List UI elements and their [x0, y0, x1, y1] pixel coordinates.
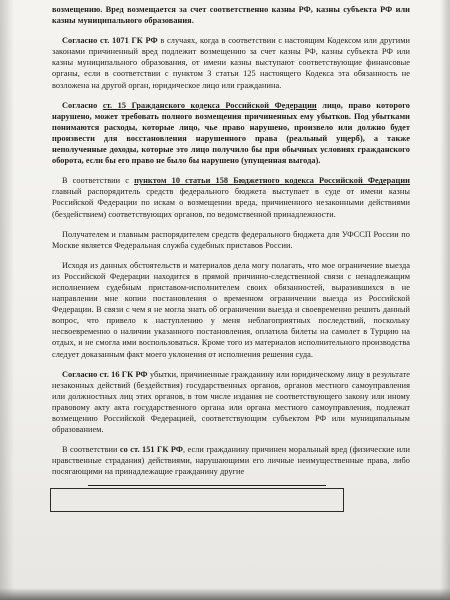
article-reference: со ст. 151 ГК РФ [119, 445, 184, 455]
page-bottom-edge [0, 588, 450, 600]
paragraph-text: главный распорядитель средств федерального бюджета выступает в суде от имени казны Российской Федерации по искам о возмещении вреда, причиненного незаконными действиями (бездействием) соответствующих органов, по ведомственной принадлежности. [52, 187, 410, 219]
paragraph-text: Исходя из данных обстоятельств и материалов дела могу полагать, что мое ограничение выезда из Российской Федерации находится в прямой причинно-следственной связи с ненадлежащим исполнением судебным приставом-исполнителем своих обязанностей, выразившихся в не направлении мне копии постановления о временном ограничении выезда из Российской Федерации. В связи с чем я не могла знать об ограничении выезда и своевременно решить данный вопрос, что привело к наступлению у меня неблагоприятных последствий, поскольку несвоевременно о наличии указанного постановления, оплатила билеты на самолет в Турцию на отдых, и не смогла ими воспользоваться. [52, 260, 410, 348]
paragraph-prefix: В соответствии [62, 445, 120, 455]
pen-box-mark [50, 488, 344, 512]
paragraph-circumstances [52, 260, 410, 360]
paragraph-budget-recipient [52, 229, 410, 251]
article-reference: Согласно ст. 16 ГК РФ [62, 369, 148, 379]
article-reference: Согласно ст. 1071 ГК РФ [62, 36, 158, 46]
paragraph-text: лицо, право которого нарушено, может требовать полного возмещения причиненных ему убытков. Под убытками понимаются расходы, которые лицо, чье право нарушено, произвело или должно будет произвести для восстановления нарушенного права (реальный ущерб), а также неполученные доходы, которые это лицо получило бы при обычных условиях гражданского оборота, если бы его право не было бы нарушено (упущенная выгода). [52, 100, 410, 166]
paragraph-text: убытки, причиненные гражданину или юридическому лицу в результате незаконных действий (бездействия) государственных органов, органов местного самоуправления или должностных лиц этих органов, в том числе издания не соответствующего закону или иному правовому акту акта государственного органа или органа местного самоуправления, подлежат возмещению Российской Федерацией, соответствующим субъектом РФ или муниципальным образованием. [52, 369, 410, 435]
page-shadow-right [440, 0, 450, 600]
paragraph-budget-code [52, 175, 410, 219]
paragraph-compensation-source [52, 4, 410, 26]
paragraph-article-15 [52, 100, 410, 167]
budget-code-link[interactable]: пунктом 10 статьи 158 Бюджетного кодекса Российской Федерации [134, 176, 411, 186]
paragraph-text: Получателем и главным распорядителем средств федерального бюджета для УФССП России по Москве является Федеральная служба судебных приставов России. [52, 229, 410, 250]
paragraph-text: возмещению. Вред возмещается за счет соответственно казны РФ, казны субъекта РФ или казны муниципального образования. [52, 5, 410, 26]
paragraph-text: в случаях, когда в соответствии с настоящим Кодексом или другими законами причиненный вред подлежит возмещению за счет казны РФ, казны субъекта РФ или казны муниципального образования, от имени казны выступают соответствующие финансовые органы, если в соответствии с пунктом 3 статьи 125 настоящего Кодекса эта обязанность не возложена на другой орган, юридическое лицо или гражданина. [52, 36, 411, 90]
paragraph-article-16 [52, 369, 410, 436]
document-text [52, 4, 410, 486]
paragraph-article-1071 [52, 35, 410, 90]
article-15-link[interactable]: ст. 15 Гражданского кодекса Российской Федерации [102, 100, 317, 110]
boxed-statement: Кроме того из материалов исполнительного производства следует доказанным факт моего уклонения от исполнения решения суда. [52, 338, 410, 359]
page-shadow-left [0, 0, 14, 600]
paragraph-text: , если гражданину причинен моральный вред (физические или нравственные страдания) действиями, нарушающими его личные неимущественные права, либо посягающими на принадлежащие гражданину другие [52, 445, 410, 477]
paragraph-article-151 [52, 444, 410, 477]
paragraph-prefix: Согласно [62, 100, 103, 110]
paragraph-prefix: В соответствии с [62, 176, 135, 186]
